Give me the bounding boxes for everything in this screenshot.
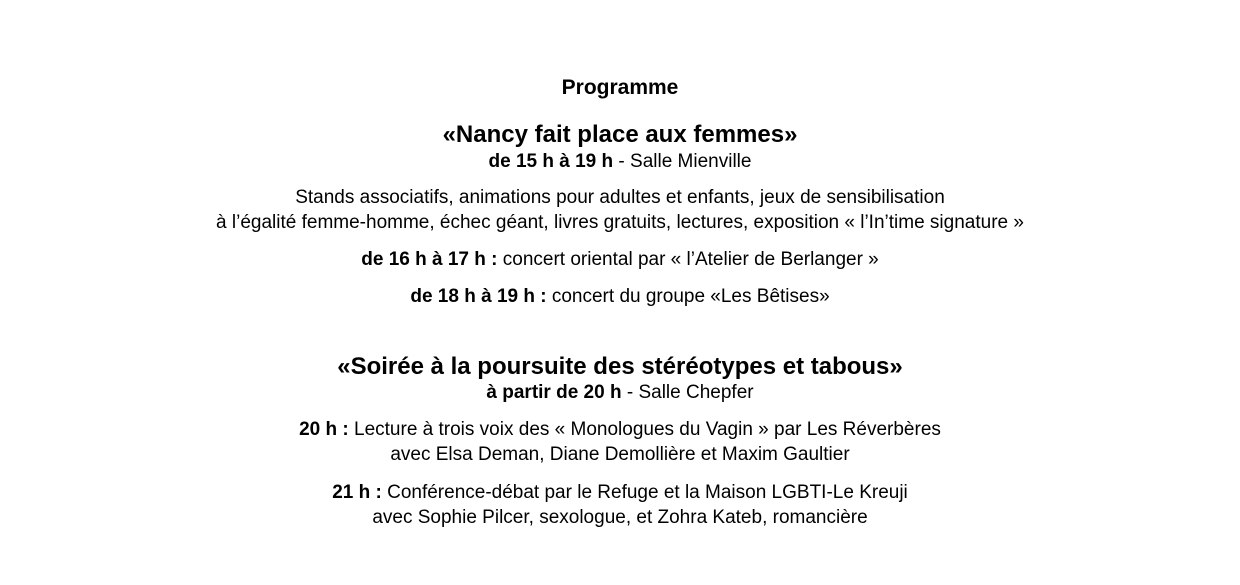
programme-heading: Programme	[561, 76, 679, 99]
section1-title: «Nancy fait place aux femmes»	[442, 121, 798, 148]
section2-item2-text: Conférence-débat par le Refuge et la Maison LGBTI-Le Kreuji	[381, 482, 908, 503]
section1-venue: - Salle Mienville	[613, 151, 752, 172]
section2-item1	[0, 418, 1240, 442]
section1-item1-text: concert oriental par « l’Atelier de Berlanger »	[497, 249, 879, 270]
section2-item1-line2: avec Elsa Deman, Diane Demollière et Maxim Gaultier	[390, 444, 850, 465]
section1-schedule	[0, 150, 1240, 174]
section2-item2-time: 21 h :	[332, 482, 382, 503]
section1-item2-time: de 18 h à 19 h :	[410, 286, 547, 307]
section2-time: à partir de 20 h	[486, 382, 622, 403]
section2-schedule	[0, 381, 1240, 405]
section2-item2-line2: avec Sophie Pilcer, sexologue, et Zohra Kateb, romancière	[372, 507, 868, 528]
section2-item2	[0, 481, 1240, 505]
section1-item1-time: de 16 h à 17 h :	[361, 249, 498, 270]
section2-item1-time: 20 h :	[299, 419, 349, 440]
section2-item1-text: Lecture à trois voix des « Monologues du Vagin » par Les Réverbères	[348, 419, 941, 440]
section1-time: de 15 h à 19 h	[488, 151, 614, 172]
section1-desc-line2: à l’égalité femme-homme, échec géant, livres gratuits, lectures, exposition « l’In’time signature »	[216, 212, 1024, 233]
section2-venue: - Salle Chepfer	[621, 382, 754, 403]
section1-item2-text: concert du groupe «Les Bêtises»	[546, 286, 830, 307]
section2-title: «Soirée à la poursuite des stéréotypes et tabous»	[337, 353, 903, 380]
section1-item2	[0, 285, 1240, 309]
section1-desc-line1: Stands associatifs, animations pour adultes et enfants, jeux de sensibilisation	[295, 187, 945, 208]
section1-item1	[0, 248, 1240, 272]
